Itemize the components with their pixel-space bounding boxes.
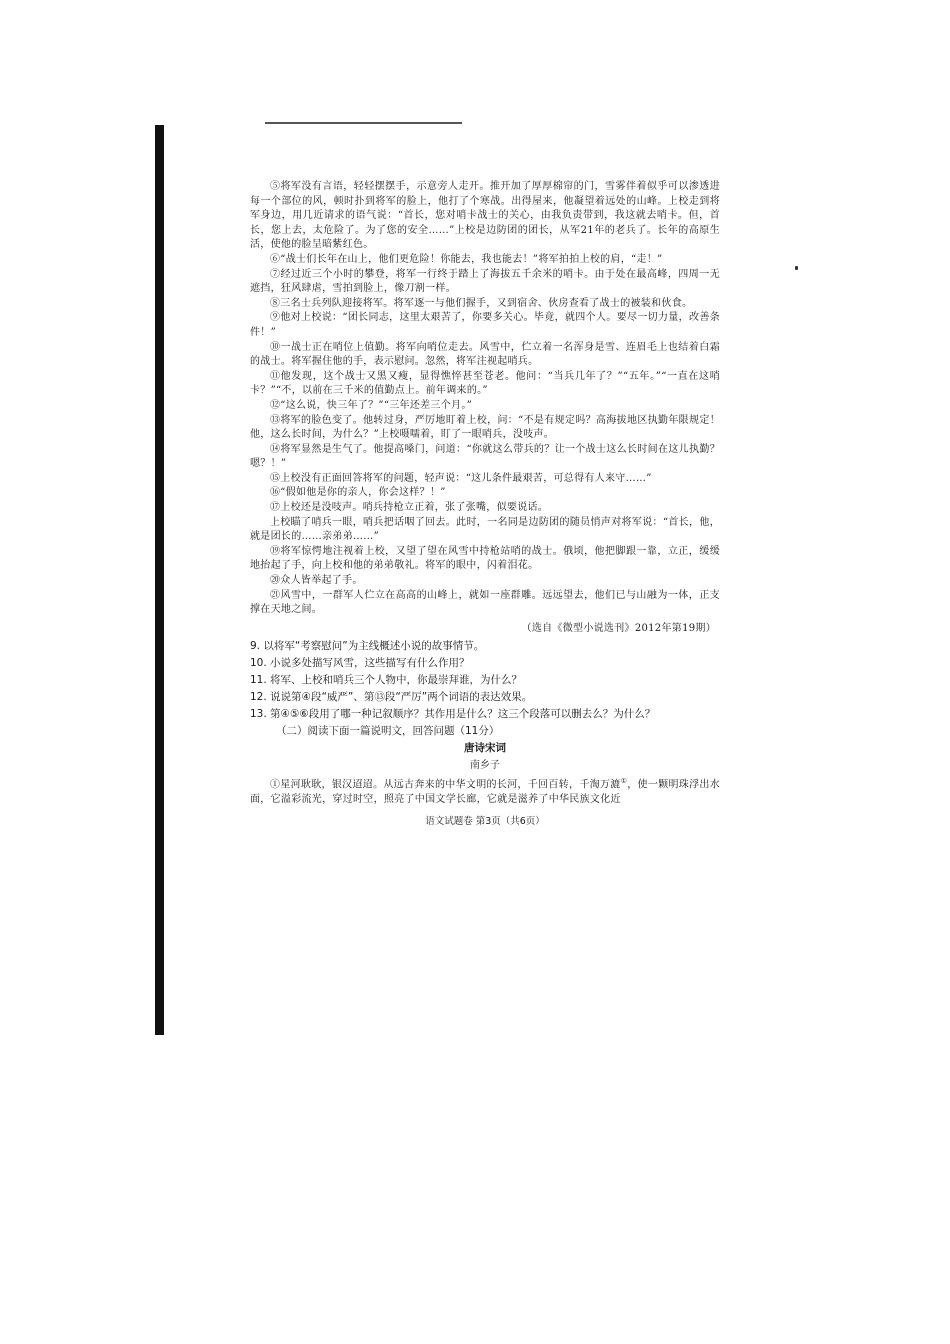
paragraph-8: ⑧三名士兵列队迎接将军。将军逐一与他们握手，又到宿舍、伙房查看了战士的被装和伙食。	[270, 297, 693, 309]
question-11: 11. 将军、上校和哨兵三个人物中，你最崇拜谁，为什么？	[250, 674, 523, 687]
article-paragraph-1-text-a: ①星河耿耿，银汉迢迢。从远古奔来的中华文明的长河，千回百转，千淘万漉	[270, 779, 621, 791]
article-author: 南乡子	[470, 760, 500, 772]
article-title: 唐诗宋词	[464, 742, 506, 755]
paragraph-20: ⑳众人皆举起了手。	[270, 575, 363, 587]
paragraph-12: ⑫“这么说，快三年了？”“三年还差三个月。”	[270, 399, 473, 411]
question-12: 12. 说说第④段“威严”、第⑬段“严厉”两个词语的表达效果。	[250, 691, 533, 704]
paragraph-14: ⑭将军显然是生气了。他提高嗓门，问道：“你就这么带兵的？让一个战士这么长时间在这儿执勤？嗯？！”	[250, 443, 720, 470]
header-rule	[265, 122, 462, 124]
question-13: 13. 第④⑤⑥段用了哪一种记叙顺序？其作用是什么？这三个段落可以删去么？为什么？	[250, 708, 656, 721]
paragraph-7: ⑦经过近三个小时的攀登，将军一行终于踏上了海拔五千余米的哨卡。由于处在最高峰，四周一无遮挡，狂风肆虐，雪拍到脸上，像刀割一样。	[250, 268, 720, 295]
paragraph-6: ⑥“战士们长年在山上，他们更危险！你能去，我也能去！”将军拍拍上校的肩，“走！”	[270, 253, 663, 265]
paragraph-13: ⑬将军的脸色变了。他转过身，严厉地盯着上校，问：“不是有规定吗？高海拔地区执勤年限规定！他，这么长时间，为什么？”上校嗫嚅着，盯了一眼哨兵，没吱声。	[250, 414, 720, 441]
exam-page	[250, 180, 720, 830]
article-paragraph-1	[250, 774, 720, 808]
page-footer: 语文试题卷 第3页（共6页）	[425, 815, 545, 827]
paragraph-5: ⑤将军没有言语，轻轻摆摆手，示意旁人走开。推开加了厚厚棉帘的门，雪雾伴着似乎可以渗透进每一个部位的风，顿时扑到将军的脸上，他打了个寒战。出得屋来，他凝望着远处的山峰。上校走到将军身边，用几近请求的语气说：“首长，您对哨卡战士的关心，由我负责带到，我这就去哨卡。但，首长，您上去，太危险了。为了您的安全……”上校是边防团的团长，从军21年的老兵了。长年的高原生活，使他的脸呈暗紫红色。	[250, 181, 720, 251]
footnote-marker: ①	[620, 777, 628, 786]
paragraph-17: ⑰上校还是没吱声。哨兵持枪立正着，张了张嘴，似要说话。	[270, 502, 549, 514]
article-paragraph-1-text-b: ，使一颗明珠浮出水面，它溢彩流光，穿过时空，照亮了中国文学长廊，它就是滋养了中华民族文化近	[250, 779, 720, 806]
paragraph-21: ㉑风雪中，一群军人伫立在高高的山峰上，就如一座群雕。远远望去，他们已与山融为一体，正支撑在天地之间。	[250, 589, 720, 616]
passage-source: （选自《微型小说选刊》2012年第19期）	[521, 622, 716, 634]
paragraph-16: ⑯“假如他是你的亲人，你会这样？！”	[270, 487, 446, 499]
question-9: 9. 以将军“考察慰问”为主线概述小说的故事情节。	[250, 640, 485, 653]
question-10: 10. 小说多处描写风雪，这些描写有什么作用？	[250, 657, 470, 670]
scan-edge-bar	[155, 125, 164, 1035]
paragraph-11: ⑪他发现，这个战士又黑又瘦，显得憔悴甚至苍老。他问：“当兵几年了？”“五年。”“一直在这哨卡？”“不，以前在三千米的值勤点上。前年调来的。”	[250, 370, 720, 397]
paragraph-15: ⑮上校没有正面回答将军的问题，轻声说：“这儿条件最艰苦，可总得有人来守……”	[270, 472, 652, 484]
paragraph-10: ⑩一战士正在哨位上值勤。将军向哨位走去。风雪中，伫立着一名浑身是雪、连眉毛上也结着白霜的战士。将军握住他的手，表示慰问。忽然，将军注视起哨兵。	[250, 341, 720, 368]
paragraph-9: ⑨他对上校说：“团长同志，这里太艰苦了，你要多关心。毕竟，就四个人。要尽一切力量，改善条件！”	[250, 312, 720, 338]
section-2-heading: （二）阅读下面一篇说明文，回答问题（11分）	[276, 725, 500, 738]
question-list	[250, 638, 720, 723]
scan-speck	[795, 266, 798, 270]
paragraph-19: ⑲将军惊愕地注视着上校，又望了望在风雪中持枪站哨的战士。俄顷，他把脚跟一靠，立正，缓缓地抬起了手，向上校和他的弟弟敬礼。将军的眼中，闪着泪花。	[250, 545, 720, 572]
paragraph-18: 上校瞄了哨兵一眼，哨兵把话咽了回去。此时，一名同是边防团的随员悄声对将军说：“首长，他，就是团长的……亲弟弟……”	[250, 516, 720, 543]
story-passage	[250, 180, 720, 636]
